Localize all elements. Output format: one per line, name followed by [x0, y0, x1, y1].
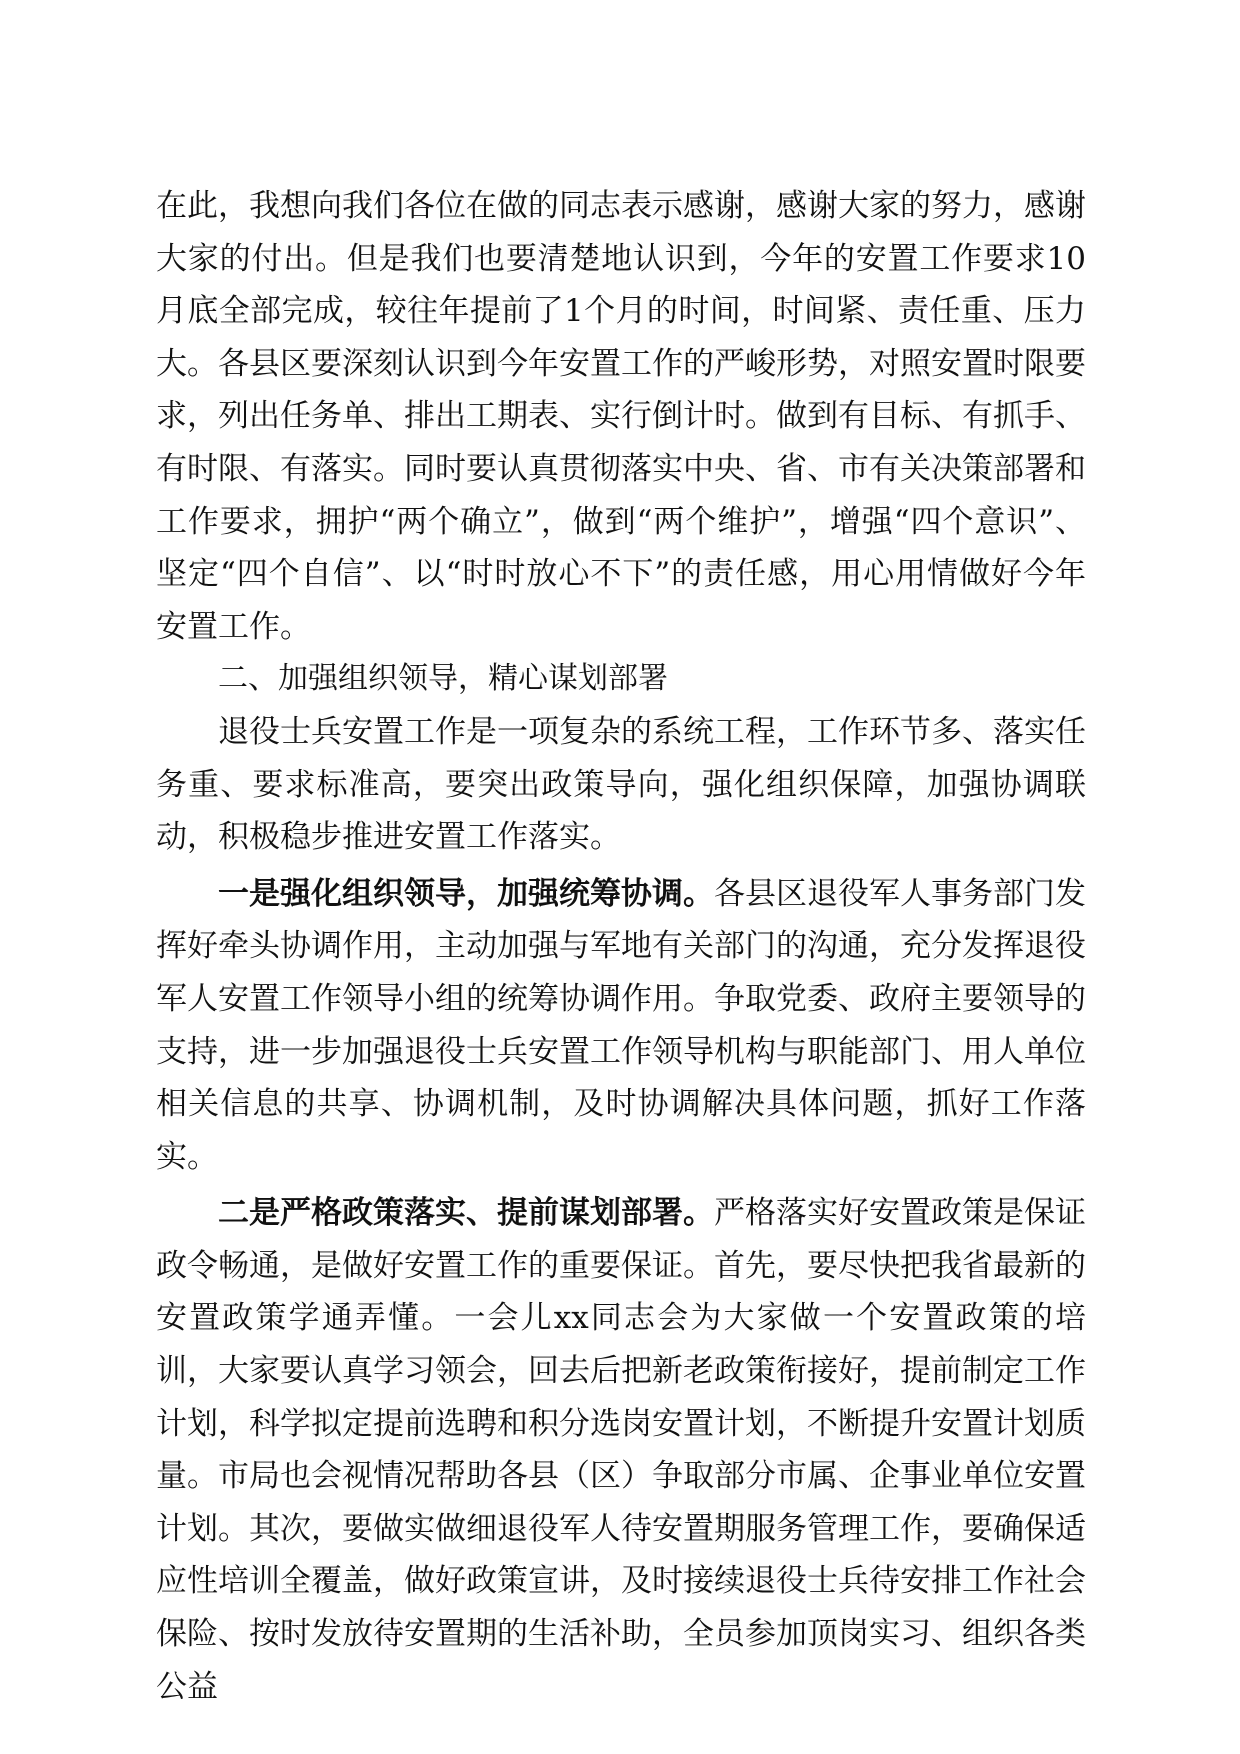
point-body: 各县区退役军人事务部门发挥好牵头协调作用，主动加强与军地有关部门的沟通，充分发挥退役军人安置工作领导小组的统筹协调作用。争取党委、政府主要领导的支持，进一步加强退役士兵安置工作领导机构与职能部门、用人单位相关信息的共享、协调机制，及时协调解决具体问题，抓好工作落实。: [156, 875, 1086, 1175]
point-paragraph-1: [156, 868, 1086, 1184]
document-page: [156, 180, 1086, 1713]
point-body: 严格落实好安置政策是保证政令畅通，是做好安置工作的重要保证。首先，要尽快把我省最新的安置政策学通弄懂。一会儿xx同志会为大家做一个安置政策的培训，大家要认真学习领会，回去后把新老政策衔接好，提前制定工作计划，科学拟定提前选聘和积分选岗安置计划，不断提升安置计划质量。市局也会视情况帮助各县（区）争取部分市属、企事业单位安置计划。其次，要做实做细退役军人待安置期服务管理工作，要确保适应性培训全覆盖，做好政策宣讲，及时接续退役士兵待安排工作社会保险、按时发放待安置期的生活补助，全员参加顶岗实习、组织各类公益: [156, 1195, 1086, 1705]
body-paragraph: 在此，我想向我们各位在做的同志表示感谢，感谢大家的努力，感谢大家的付出。但是我们也要清楚地认识到，今年的安置工作要求10月底全部完成，较往年提前了1个月的时间，时间紧、责任重、压力大。各县区要深刻认识到今年安置工作的严峻形势，对照安置时限要求，列出任务单、排出工期表、实行倒计时。做到有目标、有抓手、有时限、有落实。同时要认真贯彻落实中央、省、市有关决策部署和工作要求，拥护“两个确立”，做到“两个维护”，增强“四个意识”、坚定“四个自信”、以“时时放心不下”的责任感，用心用情做好今年安置工作。: [156, 188, 1086, 645]
section-heading: 二、加强组织领导，精心谋划部署: [218, 661, 668, 697]
section-intro-paragraph: 退役士兵安置工作是一项复杂的系统工程，工作环节多、落实任务重、要求标准高，要突出政策导向，强化组织保障，加强协调联动，积极稳步推进安置工作落实。: [156, 713, 1086, 856]
point-lead: 二是严格政策落实、提前谋划部署。: [218, 1195, 714, 1232]
point-paragraph-2: [156, 1187, 1086, 1713]
point-lead: 一是强化组织领导，加强统筹协调。: [218, 875, 714, 912]
